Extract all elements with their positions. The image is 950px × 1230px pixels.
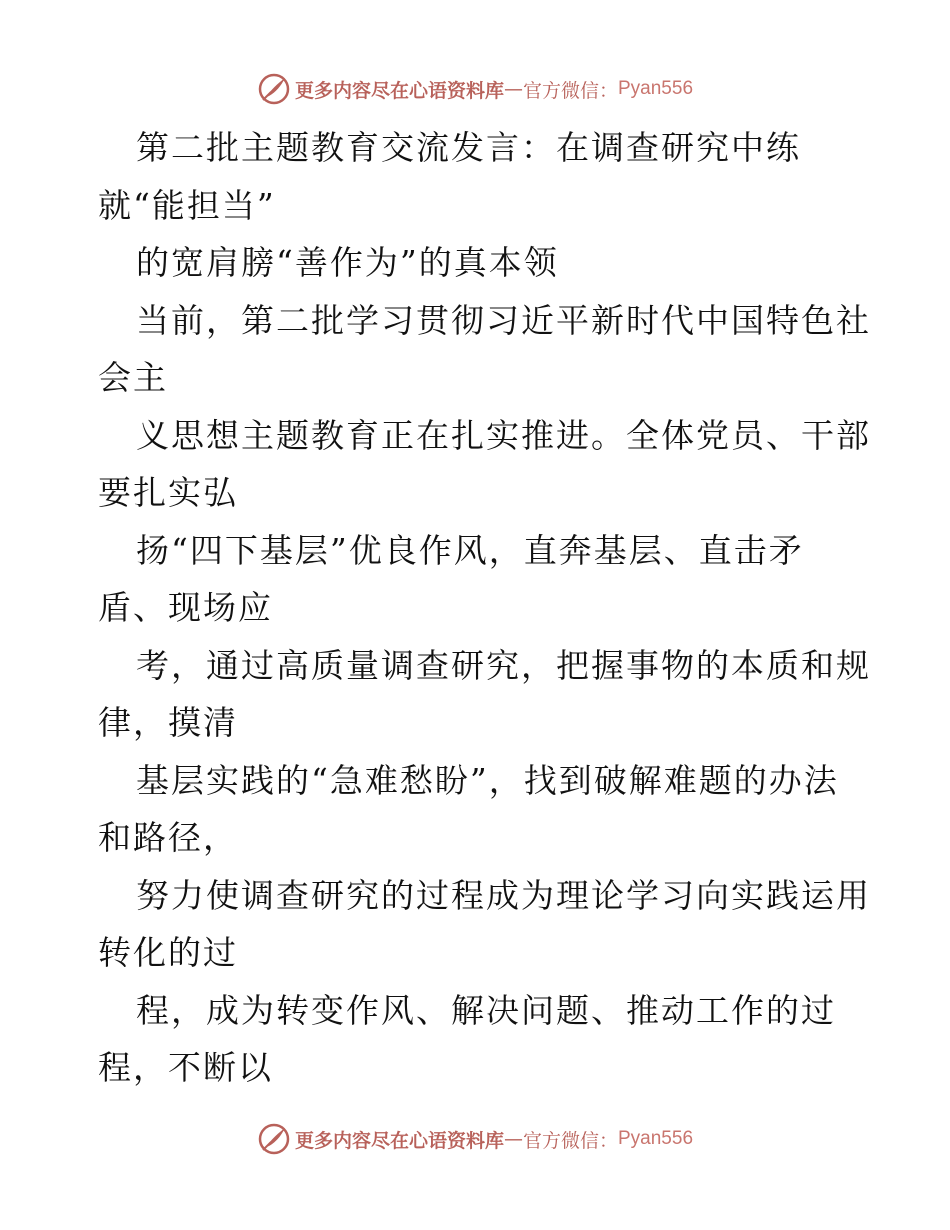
- title-line-3: 的宽肩膀“善作为”的真本领: [136, 243, 559, 282]
- paragraph-line: 律，摸清: [98, 703, 238, 742]
- paragraph-line: 和路径，: [98, 818, 238, 857]
- watermark-title: 更多内容尽在心语资料库: [294, 79, 504, 102]
- paragraph-line: 当前，第二批学习贯彻习近平新时代中国特色社: [136, 300, 871, 340]
- feather-quill-logo-icon: [257, 1122, 291, 1156]
- paragraph-line: 转化的过: [98, 933, 238, 972]
- paragraph-line: 会主: [98, 358, 168, 397]
- watermark-dash: —: [503, 1128, 523, 1150]
- paragraph-line: 义思想主题教育正在扎实推进。全体党员、干部: [136, 415, 871, 455]
- watermark-account: Pyan556: [618, 78, 694, 99]
- paragraph-line: 要扎实弘: [98, 473, 238, 512]
- watermark-wechat-label: 官方微信：: [522, 1129, 618, 1152]
- paragraph-line: 考，通过高质量调查研究，把握事物的本质和规: [136, 645, 871, 685]
- paragraph-line: 扬“四下基层”优良作风，直奔基层、直击矛: [136, 530, 804, 570]
- feather-quill-logo-icon: [257, 72, 291, 106]
- header-watermark: [0, 72, 950, 106]
- footer-watermark: [0, 1122, 950, 1156]
- paragraph-line: 努力使调查研究的过程成为理论学习向实践运用: [136, 875, 871, 915]
- watermark-account: Pyan556: [618, 1128, 694, 1149]
- watermark-title: 更多内容尽在心语资料库: [294, 1129, 504, 1152]
- title-line-2: 就“能担当”: [98, 185, 276, 225]
- paragraph-line: 盾、现场应: [98, 588, 273, 627]
- watermark-dash: —: [503, 78, 523, 100]
- paragraph-line: 程，成为转变作风、解决问题、推动工作的过: [136, 990, 836, 1030]
- title-line-1: 第二批主题教育交流发言：在调查研究中练: [136, 128, 801, 167]
- paragraph-line: 程，不断以: [98, 1048, 273, 1087]
- paragraph-line: 基层实践的“急难愁盼”，找到破解难题的办法: [136, 760, 839, 800]
- document-body: [98, 124, 871, 1102]
- watermark-wechat-label: 官方微信：: [522, 79, 618, 102]
